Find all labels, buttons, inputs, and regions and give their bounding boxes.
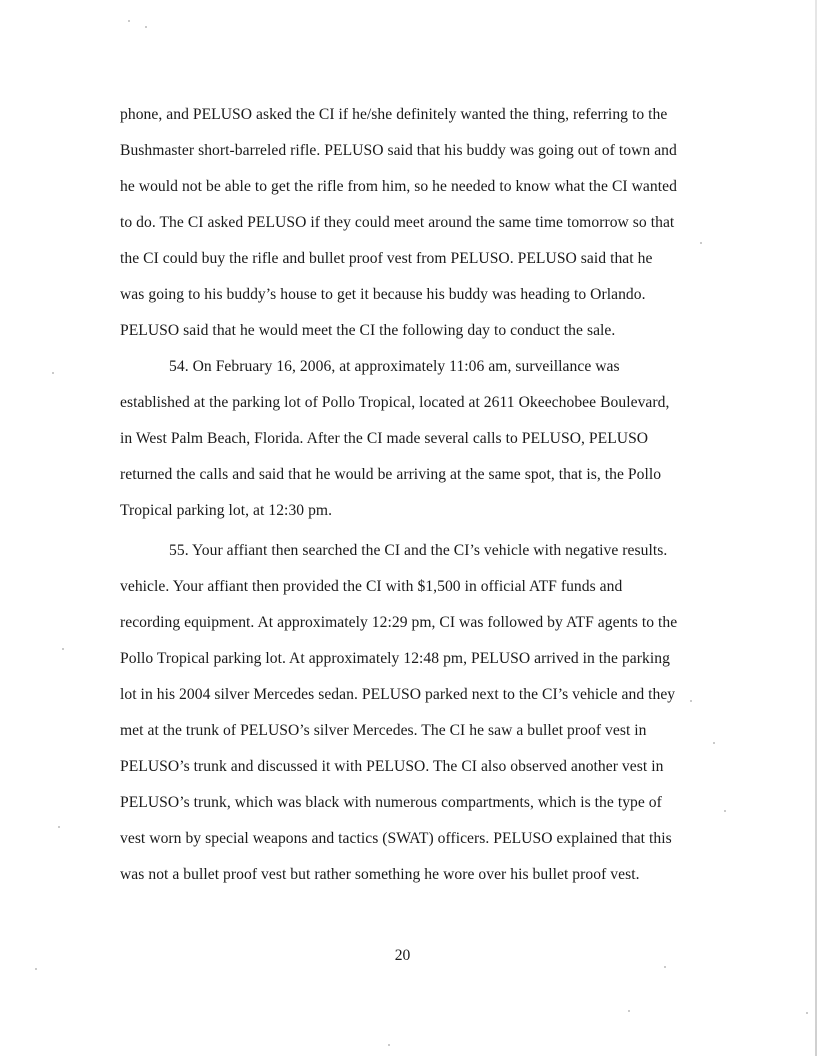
- scan-speck: [52, 372, 54, 374]
- paragraph-54-line: in West Palm Beach, Florida. After the CI made several calls to PELUSO, PELUSO: [120, 430, 649, 447]
- paragraph-55-line: met at the trunk of PELUSO’s silver Mercedes. The CI he saw a bullet proof vest in: [120, 722, 647, 739]
- paragraph-55-line: vehicle. Your affiant then provided the CI with $1,500 in official ATF funds and: [120, 578, 623, 595]
- paragraph-54-line: returned the calls and said that he would be arriving at the same spot, that is, the Pollo: [120, 466, 662, 483]
- paragraph-55-line: was not a bullet proof vest but rather something he wore over his bullet proof vest.: [120, 866, 640, 883]
- paragraph-55-line: PELUSO’s trunk, which was black with numerous compartments, which is the type of: [120, 794, 662, 811]
- paragraph-line: to do. The CI asked PELUSO if they could meet around the same time tomorrow so that: [120, 214, 675, 231]
- scan-speck: [806, 1012, 808, 1014]
- paragraph-54-line: 54. On February 16, 2006, at approximately 11:06 am, surveillance was: [169, 358, 620, 375]
- page-number: 20: [394, 947, 411, 964]
- scan-speck: [713, 742, 715, 744]
- paragraph-line: he would not be able to get the rifle from him, so he needed to know what the CI wanted: [120, 178, 677, 195]
- paragraph-line: PELUSO said that he would meet the CI the following day to conduct the sale.: [120, 322, 616, 339]
- paragraph-55-line: recording equipment. At approximately 12:29 pm, CI was followed by ATF agents to the: [120, 614, 678, 631]
- paragraph-line: the CI could buy the rifle and bullet proof vest from PELUSO. PELUSO said that he: [120, 250, 653, 267]
- paragraph-54-line: established at the parking lot of Pollo Tropical, located at 2611 Okeechobee Boulevard,: [120, 394, 670, 411]
- paragraph-54-line: Tropical parking lot, at 12:30 pm.: [120, 502, 333, 519]
- paragraph-line: was going to his buddy’s house to get it because his buddy was heading to Orlando.: [120, 286, 646, 303]
- paragraph-55-line: lot in his 2004 silver Mercedes sedan. PELUSO parked next to the CI’s vehicle and they: [120, 686, 676, 703]
- scan-speck: [628, 1010, 630, 1012]
- scan-speck: [690, 700, 692, 702]
- scan-speck: [58, 826, 60, 828]
- paragraph-55-line: PELUSO’s trunk and discussed it with PELUSO. The CI also observed another vest in: [120, 758, 664, 775]
- paragraph-55-line: vest worn by special weapons and tactics (SWAT) officers. PELUSO explained that this: [120, 830, 672, 847]
- scan-speck: [62, 648, 64, 650]
- scan-speck: [388, 1044, 390, 1046]
- scan-speck: [724, 810, 726, 812]
- scan-speck: [128, 20, 130, 22]
- paragraph-line: phone, and PELUSO asked the CI if he/she definitely wanted the thing, referring to the: [120, 106, 668, 123]
- paragraph-55-line: 55. Your affiant then searched the CI and the CI’s vehicle with negative results.: [169, 542, 668, 559]
- scan-speck: [700, 242, 702, 244]
- scan-speck: [145, 26, 147, 28]
- paragraph-55-line: Pollo Tropical parking lot. At approximately 12:48 pm, PELUSO arrived in the parking: [120, 650, 670, 667]
- paragraph-line: Bushmaster short-barreled rifle. PELUSO said that his buddy was going out of town and: [120, 142, 677, 159]
- scan-speck: [664, 966, 666, 968]
- scan-speck: [35, 968, 37, 970]
